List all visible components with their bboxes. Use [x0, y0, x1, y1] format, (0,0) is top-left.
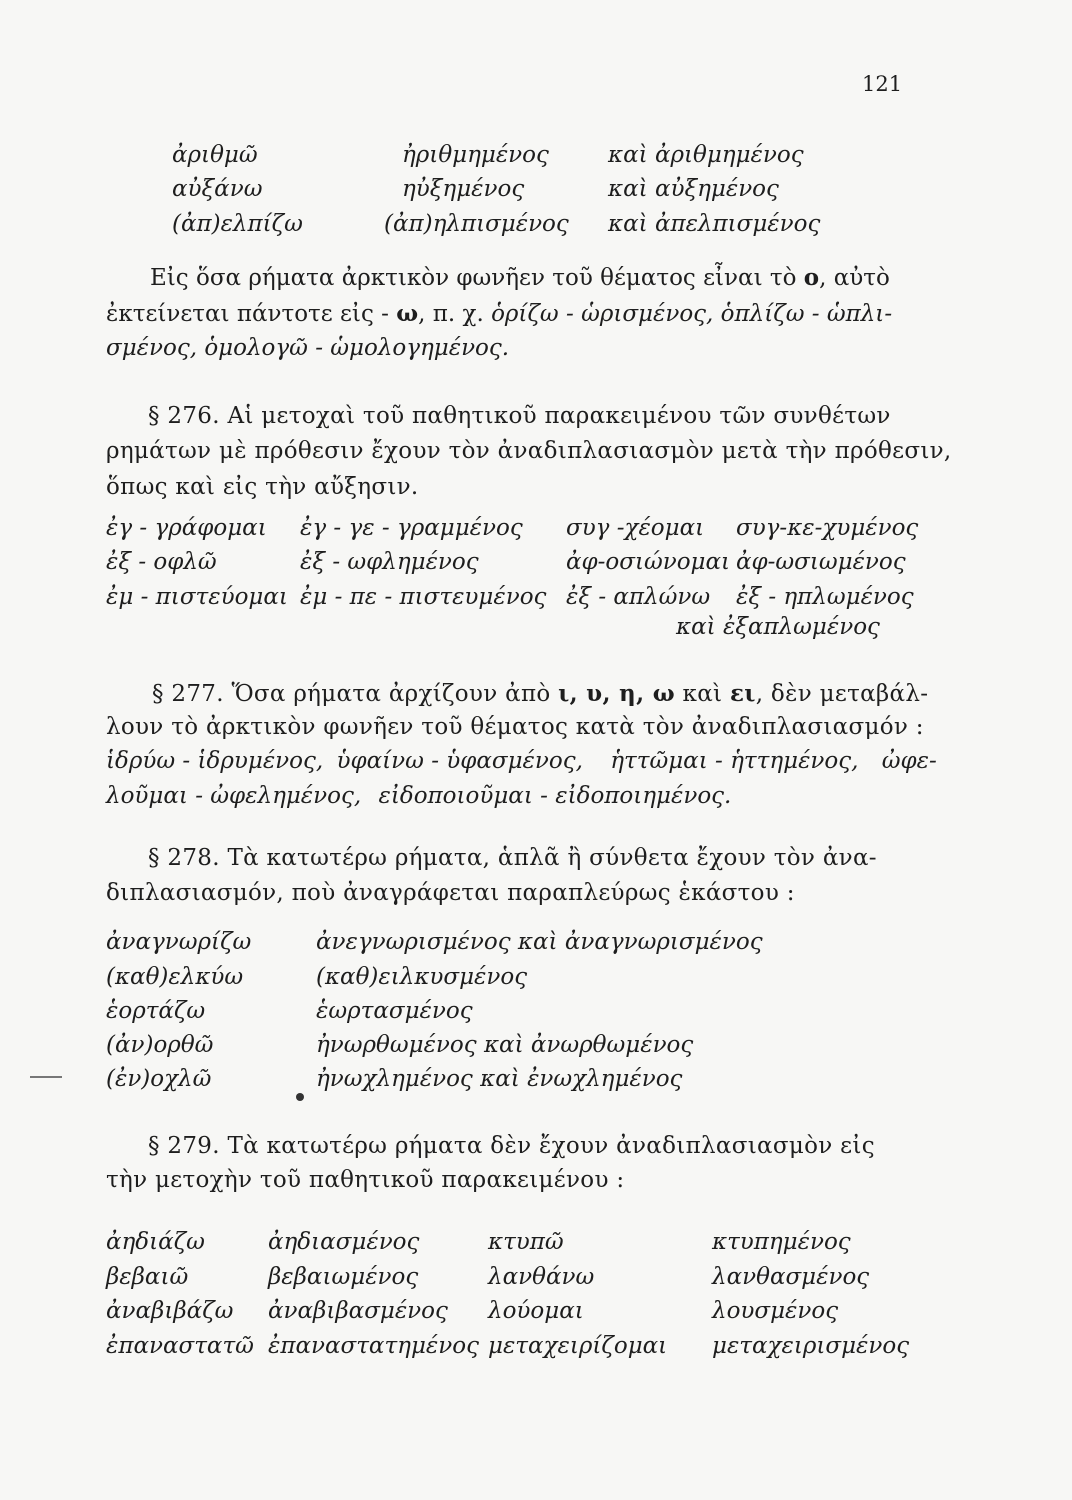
list-item: βεβαιωμένος: [268, 1264, 419, 1290]
list-item: (ἀπ)ηλπισμένος: [384, 211, 569, 237]
text-line: λοῦμαι - ὠφελημένος, εἰδοποιοῦμαι - εἰδοποιημένος.: [106, 783, 732, 809]
list-item: ηὐξημένος: [402, 176, 525, 202]
list-item: ἐξ - απλώνω: [566, 584, 711, 610]
text-line: σμένος, ὁμολογῶ - ὡμολογημένος.: [106, 335, 510, 361]
list-item: ἀηδιασμένος: [268, 1229, 420, 1255]
list-item: ἠνωρθωμένος καὶ ἀνωρθωμένος: [316, 1032, 694, 1058]
list-item: καὶ αὐξημένος: [608, 176, 779, 202]
text-line: § 277. Ὅσα ρήματα ἀρχίζουν ἀπὸ ι, υ, η, ω καὶ ει, δὲν μεταβάλ-: [152, 680, 929, 707]
list-item: ἠνωχλημένος καὶ ἐνωχλημένος: [316, 1066, 683, 1092]
list-item: λούομαι: [488, 1298, 584, 1324]
list-item: (καθ)ελκύω: [106, 964, 244, 990]
list-item: μεταχειρισμένος: [712, 1333, 910, 1359]
list-item: ἀνεγνωρισμένος καὶ ἀναγνωρισμένος: [316, 929, 763, 955]
list-item: λουσμένος: [712, 1298, 839, 1324]
list-item: συγ-κε-χυμένος: [736, 515, 919, 541]
list-item: (ἀπ)ελπίζω: [172, 211, 303, 237]
list-item: βεβαιῶ: [106, 1264, 189, 1290]
section-number: § 278.: [148, 845, 220, 871]
ink-dot: [296, 1093, 304, 1101]
list-item: ἐξ - οφλῶ: [106, 549, 217, 575]
list-item: καὶ ἀριθμημένος: [608, 142, 804, 168]
margin-mark: [30, 1076, 62, 1078]
list-item: ἐγ - γράφομαι: [106, 515, 267, 541]
text-line: § 279. Τὰ κατωτέρω ρήματα δὲν ἔχουν ἀναδιπλασιασμὸν εἰς: [148, 1133, 875, 1159]
text-line: λουν τὸ ἀρκτικὸν φωνῆεν τοῦ θέματος κατὰ τὸν ἀναδιπλασιασμόν :: [106, 714, 924, 740]
list-item: λανθασμένος: [712, 1264, 870, 1290]
list-item: ἐπαναστατῶ: [106, 1333, 254, 1359]
text-line: ἱδρύω - ἱδρυμένος, ὑφαίνω - ὑφασμένος, ἡττῶμαι - ἡττημένος, ὠφε-: [106, 748, 937, 774]
list-item: ἑωρτασμένος: [316, 998, 473, 1024]
list-item: ἐγ - γε - γραμμένος: [300, 515, 523, 541]
text-line: § 276. Αἱ μετοχαὶ τοῦ παθητικοῦ παρακειμένου τῶν συνθέτων: [148, 403, 891, 429]
list-item: ἐμ - πιστεύομαι: [106, 584, 288, 610]
list-item: (ἀν)ορθῶ: [106, 1032, 214, 1058]
text-line: § 278. Τὰ κατωτέρω ρήματα, ἁπλᾶ ἢ σύνθετα ἔχουν τὸν ἀνα-: [148, 845, 877, 871]
list-item: ἀριθμῶ: [172, 142, 258, 168]
list-item: λανθάνω: [488, 1264, 595, 1290]
text-line: ἐκτείνεται πάντοτε εἰς - ω, π. χ. ὁρίζω - ὡρισμένος, ὁπλίζω - ὡπλι-: [106, 300, 893, 327]
list-item: ἀναβιβασμένος: [268, 1298, 448, 1324]
list-item: ἐξ - ωφλημένος: [300, 549, 479, 575]
list-item: αὐξάνω: [172, 176, 263, 202]
list-item: κτυπημένος: [712, 1229, 851, 1255]
list-item: ἀναβιβάζω: [106, 1298, 234, 1324]
list-item: ἀφ-ωσιωμένος: [736, 549, 906, 575]
list-item: καὶ ἐξαπλωμένος: [676, 614, 880, 640]
list-item: συγ -χέομαι: [566, 515, 705, 541]
list-item: ἐμ - πε - πιστευμένος: [300, 584, 547, 610]
text-line: ὅπως καὶ εἰς τὴν αὔξησιν.: [106, 474, 419, 500]
section-number: § 279.: [148, 1133, 220, 1159]
page-number: 121: [862, 72, 903, 96]
list-item: κτυπῶ: [488, 1229, 564, 1255]
list-item: ἠριθμημένος: [402, 142, 549, 168]
list-item: καὶ ἀπελπισμένος: [608, 211, 821, 237]
text-line: τὴν μετοχὴν τοῦ παθητικοῦ παρακειμένου :: [106, 1167, 625, 1193]
list-item: ἑορτάζω: [106, 998, 206, 1024]
list-item: ἐπαναστατημένος: [268, 1333, 479, 1359]
list-item: ἐξ - ηπλωμένος: [736, 584, 914, 610]
list-item: ἀηδιάζω: [106, 1229, 205, 1255]
text-line: Εἰς ὅσα ρήματα ἀρκτικὸν φωνῆεν τοῦ θέματος εἶναι τὸ ο, αὐτὸ: [150, 264, 890, 291]
list-item: (ἐν)οχλῶ: [106, 1066, 212, 1092]
list-item: ἀφ-οσιώνομαι: [566, 549, 731, 575]
text-line: διπλασιασμόν, ποὺ ἀναγράφεται παραπλεύρως ἑκάστου :: [106, 880, 795, 906]
list-item: (καθ)ειλκυσμένος: [316, 964, 528, 990]
list-item: μεταχειρίζομαι: [488, 1333, 668, 1359]
section-number: § 277.: [152, 681, 224, 707]
list-item: ἀναγνωρίζω: [106, 929, 252, 955]
section-number: § 276.: [148, 403, 220, 429]
text-line: ρημάτων μὲ πρόθεσιν ἔχουν τὸν ἀναδιπλασιασμὸν μετὰ τὴν πρόθεσιν,: [106, 438, 952, 464]
